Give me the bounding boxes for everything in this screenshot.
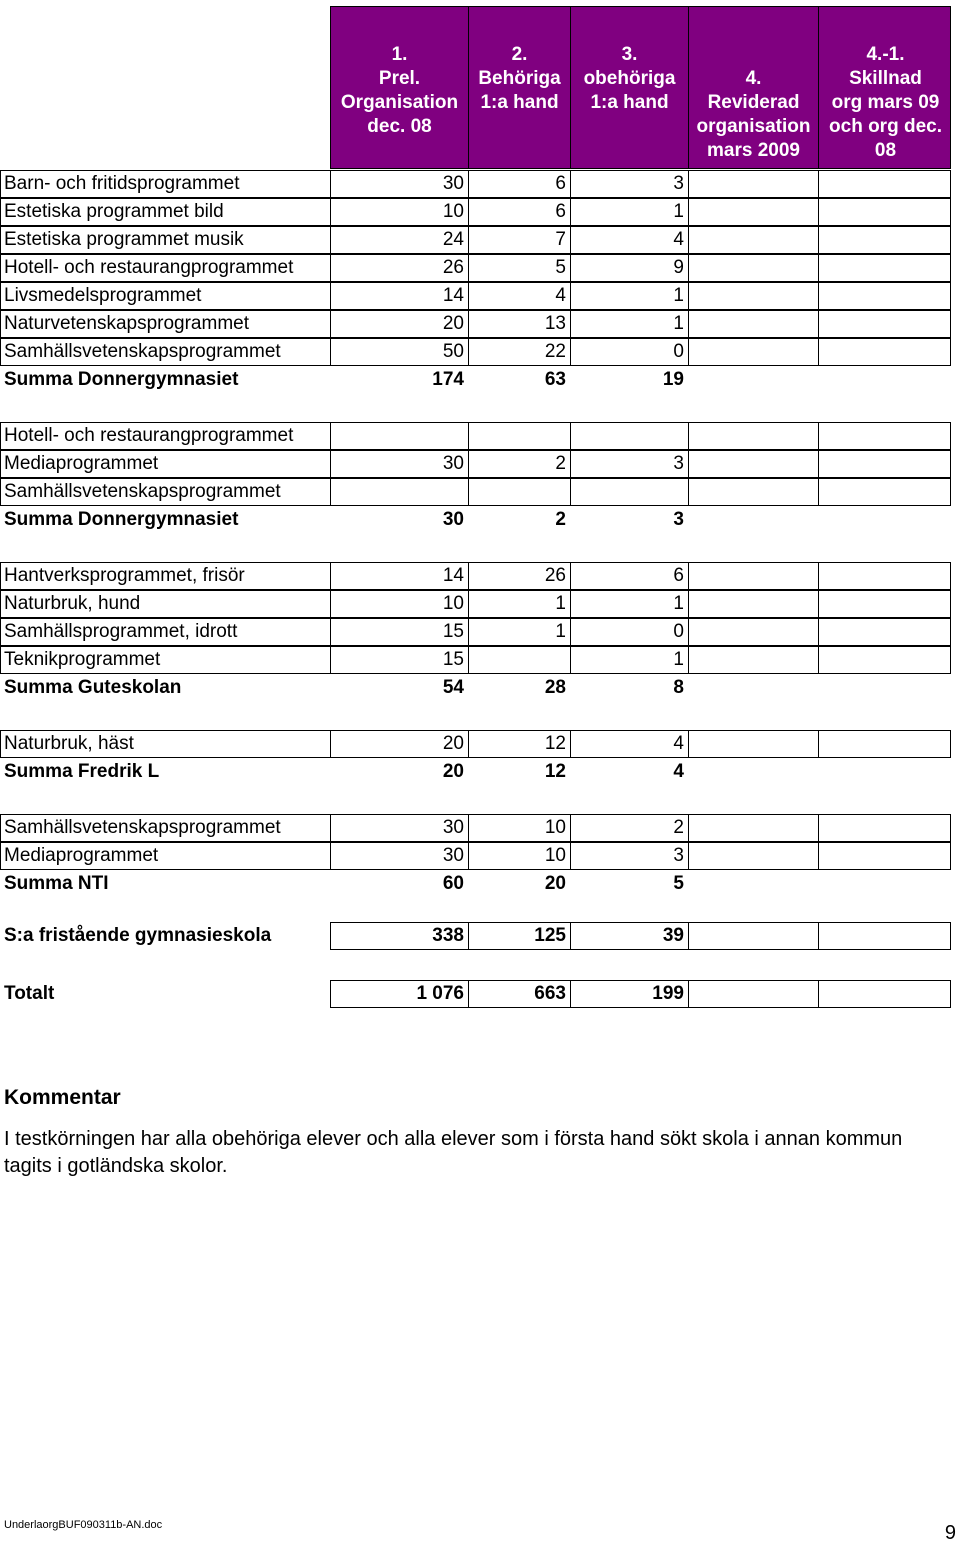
grid-vline <box>688 731 689 757</box>
header-line: 1:a hand <box>480 92 559 113</box>
table-row <box>0 786 951 814</box>
grid-vline <box>688 815 689 841</box>
row-label: Livsmedelsprogrammet <box>4 285 202 306</box>
row-value-col2: 4 <box>555 285 566 306</box>
header-column-1 <box>331 7 469 168</box>
row-label: Samhällsvetenskapsprogrammet <box>4 481 281 502</box>
grid-vline <box>688 647 689 673</box>
grid-vline <box>950 423 951 449</box>
row-value-col1 <box>330 394 468 422</box>
table-row <box>0 590 951 618</box>
grid-vline <box>950 591 951 617</box>
row-value-col1: 30 <box>442 453 464 474</box>
grid-vline <box>688 591 689 617</box>
row-value-col1: 338 <box>432 925 464 946</box>
row-value-col2: 663 <box>534 983 566 1004</box>
grid-vline <box>950 843 951 869</box>
header-line: obehöriga <box>583 68 676 89</box>
table-row <box>0 534 951 562</box>
row-value-col2: 6 <box>555 173 566 194</box>
row-value-col1: 30 <box>442 173 464 194</box>
grid-vline <box>0 311 1 337</box>
row-value-col2 <box>468 478 570 506</box>
row-value-col2 <box>468 786 570 814</box>
row-value-col2: 6 <box>555 201 566 222</box>
row-value-col2: 13 <box>544 313 566 334</box>
table-row <box>0 814 951 842</box>
table-row <box>0 758 951 786</box>
row-value-col3: 19 <box>662 369 684 390</box>
table-row <box>0 842 951 870</box>
grid-vline <box>0 815 1 841</box>
header-line: 1. <box>391 44 408 65</box>
row-value-col1: 20 <box>442 313 464 334</box>
table-row <box>0 870 951 898</box>
table-row <box>0 422 951 450</box>
header-line: mars 2009 <box>707 140 800 161</box>
header-line: 08 <box>874 140 897 161</box>
row-value-col2 <box>468 422 570 450</box>
header-line: och org dec. <box>829 116 942 137</box>
row-label: Summa Fredrik L <box>4 761 160 782</box>
row-value-col1: 26 <box>442 257 464 278</box>
table-row <box>0 646 951 674</box>
grid-vline <box>818 311 819 337</box>
header-line: 4. <box>745 68 762 89</box>
row-value-col2: 2 <box>555 453 566 474</box>
row-value-col2: 10 <box>544 845 566 866</box>
row-value-col3: 6 <box>673 565 684 586</box>
row-value-col1: 20 <box>442 733 464 754</box>
grid-vline <box>950 731 951 757</box>
grid-vline <box>688 171 689 197</box>
table-row <box>0 394 951 422</box>
row-value-col3: 1 <box>673 649 684 670</box>
row-value-col1: 54 <box>442 677 464 698</box>
header-column-5 <box>819 7 952 168</box>
grid-vline <box>818 981 819 1007</box>
header-line: Skillnad <box>849 68 922 89</box>
row-value-col3: 8 <box>673 677 684 698</box>
row-value-col2 <box>468 394 570 422</box>
row-value-col3: 4 <box>673 761 684 782</box>
row-value-col2 <box>468 702 570 730</box>
grid-vline <box>688 227 689 253</box>
row-label: Summa Donnergymnasiet <box>4 369 239 390</box>
grid-vline <box>0 451 1 477</box>
grid-vline <box>688 451 689 477</box>
grid-vline <box>818 843 819 869</box>
grid-vline <box>818 339 819 365</box>
row-value-col2: 125 <box>534 925 566 946</box>
row-label: S:a fristående gymnasieskola <box>4 925 272 946</box>
row-label: Summa Guteskolan <box>4 677 182 698</box>
table-row <box>0 198 951 226</box>
grid-vline <box>0 199 1 225</box>
row-value-col2: 12 <box>544 733 566 754</box>
row-value-col2: 26 <box>544 565 566 586</box>
grid-vline <box>950 171 951 197</box>
grid-vline <box>818 199 819 225</box>
grid-vline <box>818 283 819 309</box>
table-row <box>0 366 951 394</box>
row-value-col3: 1 <box>673 593 684 614</box>
row-label: Estetiska programmet musik <box>4 229 244 250</box>
grid-vline <box>818 591 819 617</box>
grid-vline <box>950 451 951 477</box>
row-value-col3: 4 <box>673 229 684 250</box>
table-row <box>0 338 951 366</box>
row-value-col1 <box>330 702 468 730</box>
row-value-col2: 12 <box>544 761 566 782</box>
grid-vline <box>950 283 951 309</box>
grid-vline <box>818 479 819 505</box>
row-value-col1: 50 <box>442 341 464 362</box>
row-value-col1 <box>330 422 468 450</box>
row-label: Summa NTI <box>4 873 109 894</box>
row-label: Samhällsvetenskapsprogrammet <box>4 341 281 362</box>
comment-title: Kommentar <box>4 1086 121 1109</box>
row-label: Hotell- och restaurangprogrammet <box>4 425 294 446</box>
row-value-col3: 3 <box>673 845 684 866</box>
row-label: Summa Donnergymnasiet <box>4 509 239 530</box>
grid-vline <box>950 339 951 365</box>
header-line: Reviderad <box>707 92 800 113</box>
grid-vline <box>950 981 951 1007</box>
header-line: 1:a hand <box>590 92 669 113</box>
grid-vline <box>0 843 1 869</box>
row-value-col1: 30 <box>442 845 464 866</box>
row-value-col2 <box>468 534 570 562</box>
row-value-col1: 24 <box>442 229 464 250</box>
row-value-col3: 1 <box>673 313 684 334</box>
grid-vline <box>0 227 1 253</box>
grid-vline <box>688 619 689 645</box>
row-label: Totalt <box>4 983 55 1004</box>
row-value-col2 <box>468 646 570 674</box>
row-label: Estetiska programmet bild <box>4 201 224 222</box>
row-value-col3: 39 <box>662 925 684 946</box>
grid-vline <box>0 619 1 645</box>
row-value-col1 <box>330 786 468 814</box>
table-row <box>0 478 951 506</box>
row-value-col3: 3 <box>673 453 684 474</box>
row-label: Naturbruk, hund <box>4 593 141 614</box>
table-row <box>0 226 951 254</box>
grid-vline <box>688 423 689 449</box>
grid-vline <box>818 423 819 449</box>
row-value-col1: 20 <box>442 761 464 782</box>
table-row <box>0 562 951 590</box>
row-value-col3: 3 <box>673 509 684 530</box>
row-value-col1 <box>330 478 468 506</box>
grid-vline <box>950 199 951 225</box>
grid-vline <box>818 563 819 589</box>
row-value-col3: 1 <box>673 201 684 222</box>
grid-vline <box>0 479 1 505</box>
row-value-col3 <box>570 422 688 450</box>
grid-vline <box>688 981 689 1007</box>
grid-vline <box>0 283 1 309</box>
row-value-col2: 63 <box>544 369 566 390</box>
row-value-col3: 4 <box>673 733 684 754</box>
grid-vline <box>688 199 689 225</box>
grid-vline <box>0 255 1 281</box>
table-row <box>0 170 951 198</box>
row-label: Barn- och fritidsprogrammet <box>4 173 240 194</box>
grid-vline <box>688 479 689 505</box>
row-value-col3 <box>570 478 688 506</box>
row-value-col1: 10 <box>442 593 464 614</box>
row-value-col3: 0 <box>673 621 684 642</box>
row-value-col3: 1 <box>673 285 684 306</box>
header-line: Behöriga <box>478 68 561 89</box>
table-row <box>0 922 951 950</box>
table-row <box>0 254 951 282</box>
row-value-col1: 15 <box>442 621 464 642</box>
table-row <box>0 310 951 338</box>
grid-vline <box>0 647 1 673</box>
row-label: Hotell- och restaurangprogrammet <box>4 257 294 278</box>
header-line: org mars 09 <box>831 92 940 113</box>
grid-vline <box>688 311 689 337</box>
grid-vline <box>0 339 1 365</box>
grid-vline <box>818 171 819 197</box>
row-value-col3: 3 <box>673 173 684 194</box>
grid-vline <box>950 227 951 253</box>
row-value-col3: 199 <box>652 983 684 1004</box>
grid-vline <box>950 619 951 645</box>
row-value-col2: 20 <box>544 873 566 894</box>
row-value-col1: 1 076 <box>416 983 464 1004</box>
grid-vline <box>0 591 1 617</box>
row-value-col1: 60 <box>442 873 464 894</box>
grid-vline <box>688 843 689 869</box>
grid-vline <box>688 923 689 949</box>
row-label: Mediaprogrammet <box>4 453 159 474</box>
grid-vline <box>950 311 951 337</box>
grid-vline <box>950 647 951 673</box>
row-value-col3 <box>570 702 688 730</box>
grid-vline <box>0 731 1 757</box>
header-line: Organisation <box>340 92 459 113</box>
grid-vline <box>818 731 819 757</box>
grid-vline <box>818 923 819 949</box>
row-value-col1: 14 <box>442 285 464 306</box>
table-row <box>0 506 951 534</box>
header-line: 4.-1. <box>866 44 905 65</box>
table-header <box>330 6 951 169</box>
row-value-col1 <box>330 534 468 562</box>
grid-vline <box>950 563 951 589</box>
row-value-col2: 2 <box>555 509 566 530</box>
grid-vline <box>950 923 951 949</box>
footer-filename: UnderlaorgBUF090311b-AN.doc <box>4 1519 163 1531</box>
row-label: Naturbruk, häst <box>4 733 134 754</box>
grid-vline <box>818 619 819 645</box>
grid-vline <box>688 563 689 589</box>
row-value-col3 <box>570 786 688 814</box>
page-number: 9 <box>944 1522 956 1544</box>
grid-vline <box>950 479 951 505</box>
row-value-col1: 10 <box>442 201 464 222</box>
row-value-col1: 174 <box>432 369 464 390</box>
grid-vline <box>688 339 689 365</box>
grid-vline <box>688 283 689 309</box>
row-label: Samhällsvetenskapsprogrammet <box>4 817 281 838</box>
header-line: organisation <box>696 116 811 137</box>
row-value-col2: 1 <box>555 621 566 642</box>
row-value-col2: 10 <box>544 817 566 838</box>
grid-vline <box>818 451 819 477</box>
row-value-col3: 9 <box>673 257 684 278</box>
grid-vline <box>0 563 1 589</box>
row-label: Naturvetenskapsprogrammet <box>4 313 249 334</box>
header-column-2 <box>469 7 571 168</box>
grid-vline <box>688 255 689 281</box>
row-label: Hantverksprogrammet, frisör <box>4 565 245 586</box>
header-line: dec. 08 <box>367 116 432 137</box>
table-row <box>0 282 951 310</box>
comment-text: I testkörningen har alla obehöriga elever och alla elever som i första hand sökt skola i annan kommun tagits i gotländska skolor. <box>4 1128 903 1177</box>
table-row <box>0 618 951 646</box>
row-value-col3: 5 <box>673 873 684 894</box>
row-value-col3 <box>570 394 688 422</box>
header-line: Prel. <box>378 68 421 89</box>
grid-vline <box>818 815 819 841</box>
row-value-col2: 5 <box>555 257 566 278</box>
row-value-col2: 7 <box>555 229 566 250</box>
row-value-col3: 2 <box>673 817 684 838</box>
table-row <box>0 674 951 702</box>
table-row <box>0 450 951 478</box>
row-value-col1: 14 <box>442 565 464 586</box>
header-line: 3. <box>621 44 638 65</box>
grid-vline <box>0 171 1 197</box>
row-value-col3: 0 <box>673 341 684 362</box>
table-row <box>0 980 951 1008</box>
row-value-col2: 1 <box>555 593 566 614</box>
header-column-4 <box>689 7 819 168</box>
grid-vline <box>818 227 819 253</box>
row-label: Teknikprogrammet <box>4 649 161 670</box>
header-line: 2. <box>511 44 528 65</box>
table-row <box>0 730 951 758</box>
grid-vline <box>950 815 951 841</box>
grid-vline <box>818 255 819 281</box>
row-value-col1: 30 <box>442 509 464 530</box>
row-value-col2: 28 <box>544 677 566 698</box>
grid-vline <box>0 423 1 449</box>
header-column-3 <box>571 7 689 168</box>
row-value-col1: 15 <box>442 649 464 670</box>
row-label: Mediaprogrammet <box>4 845 159 866</box>
row-value-col2: 22 <box>544 341 566 362</box>
row-value-col1: 30 <box>442 817 464 838</box>
grid-vline <box>950 255 951 281</box>
grid-vline <box>818 647 819 673</box>
row-label: Samhällsprogrammet, idrott <box>4 621 238 642</box>
row-value-col3 <box>570 534 688 562</box>
table-row <box>0 702 951 730</box>
